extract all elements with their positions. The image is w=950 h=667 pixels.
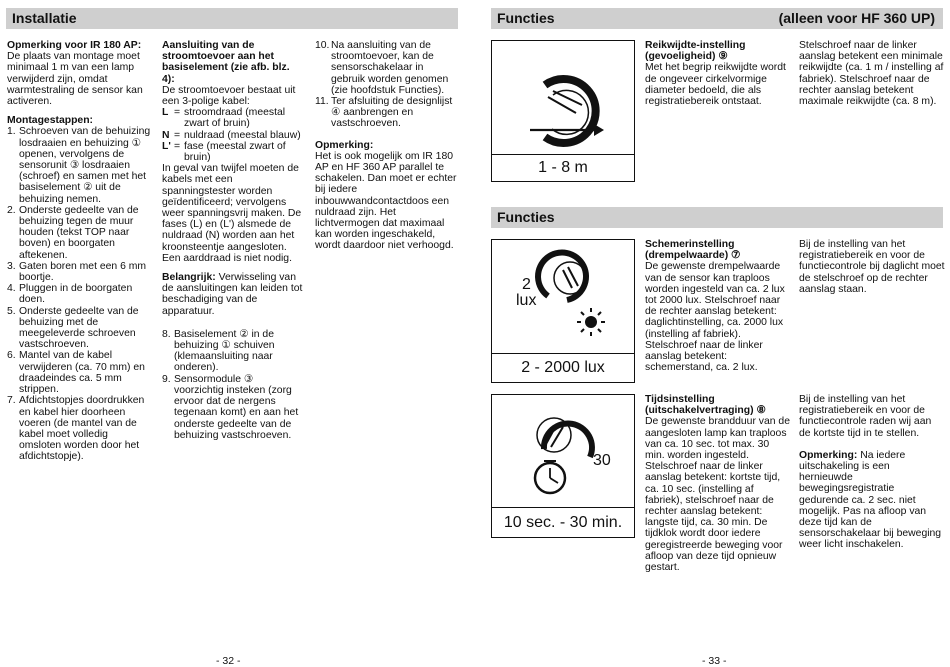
time-dial-icon	[492, 395, 633, 507]
doubt-paragraph: In geval van twijfel moeten de kabels met een spanningstester worden geïdentificeerd; vervolgens weer spanningsvrij maken. De fases (L) en (L') alsmede de nuldraad (N) worden aan het kroonsteentje aangesloten. Een aarddraad is niet nodig.	[162, 163, 302, 264]
note-parallel	[315, 140, 457, 252]
twilight-text-column	[645, 239, 791, 373]
note-parallel-title: Opmerking:	[315, 139, 374, 151]
range-text-column	[645, 40, 791, 107]
connection-intro: De stroomtoevoer bestaat uit een 3-polige kabel:	[162, 84, 296, 108]
time-note-label: Opmerking:	[799, 449, 858, 461]
note-ir180-title: Opmerking voor IR 180 AP:	[7, 40, 142, 51]
left-column-3	[315, 40, 457, 260]
step-number: 7.	[7, 395, 16, 407]
time-note-text: Na iedere uitschakeling is een hernieuwde bewegingsregistratie gedurende ca. 2 sec. niet mogelijk. Pas na afloop van deze tijd kan de sensorschakelaar bij beweging weer licht inschakelen.	[799, 449, 942, 551]
list-item	[315, 96, 457, 130]
step-number: 1.	[7, 126, 16, 138]
time-text: De gewenste brandduur van de aangesloten lamp kan traploos van ca. 10 sec. tot max. 30 min. worden ingesteld. Stelschroef naar de linker aanslag betekent: kortste tijd, ca. 10 sec. (instelling af fabriek), stelschroef naar de rechter aanslag betekent: langste tijd, ca. 30 min. De tijdklok wordt door iedere geregistreerde beweging voor afloop van deze tijd opnieuw gestart.	[645, 416, 790, 574]
list-item	[7, 283, 151, 305]
list-item	[7, 205, 151, 261]
important-label: Belangrijk:	[162, 272, 216, 284]
important-text: Verwisseling van de aansluitingen kan leiden tot beschadiging van de apparatuur.	[162, 272, 303, 317]
twilight-pic	[492, 240, 634, 354]
step-text: Onderste gedeelte van de behuizing met de meegeleverde schroeven vastschroeven.	[19, 305, 139, 351]
twilight-illustration-box	[491, 239, 635, 383]
wire-row	[162, 107, 304, 129]
list-item	[7, 126, 151, 204]
wire-equals: =	[174, 129, 181, 141]
range-illustration-box	[491, 40, 635, 182]
step-text: Onderste gedeelte van de behuizing tegen de muur houden (tekst TOP naar boven) en boorgaten aftekenen.	[19, 204, 139, 261]
step-number: 9.	[162, 373, 171, 385]
step-text: Gaten boren met een 6 mm boortje.	[19, 260, 147, 284]
wire-text: stroomdraad (meestal zwart of bruin)	[184, 107, 286, 130]
installatie-header	[6, 8, 458, 29]
step-text: Na aansluiting van de stroomtoevoer, kan de sensorschakelaar in gebruik worden genomen (zie hoofdstuk Functies).	[331, 40, 449, 96]
range-text: Met het begrip reikwijdte wordt de ongeveer cirkelvormige diameter bedoeld, die als registratiebereik ontstaat.	[645, 62, 786, 108]
step-text: Mantel van de kabel verwijderen (ca. 70 mm) en draadeindes ca. 5 mm strippen.	[19, 350, 145, 396]
step-number: 10.	[315, 40, 330, 51]
note-parallel-text: Het is ook mogelijk om IR 180 AP en HF 360 AP parallel te schakelen. Dan moet er echter bij iedere inbouwwandcontactdoos een nuldraad zijn. Het lichtvermogen dat maximaal kan worden ingeschakeld, wordt daardoor niet verhoogd.	[315, 150, 457, 252]
time-pic-value: 30	[593, 452, 611, 469]
range-side-text: Stelschroef naar de linker aanslag betekent een minimale reikwijdte (ca. 1 m / instelling af fabriek). Stelschroef naar de rechter aanslag betekent maximale reikwijdte (ca. 8 m).	[799, 40, 944, 108]
wire-row	[162, 141, 304, 163]
range-caption: 1 - 8 m	[538, 159, 588, 176]
important-paragraph	[162, 272, 304, 317]
model-note: (alleen voor HF 360 UP)	[778, 10, 935, 26]
list-item	[7, 350, 151, 395]
wire-key: L'	[162, 140, 171, 152]
step-number: 5.	[7, 305, 16, 317]
step-number: 6.	[7, 350, 16, 362]
step-number: 8.	[162, 328, 171, 340]
step-number: 2.	[7, 204, 16, 216]
step-number: 11.	[315, 96, 329, 108]
step-text: Pluggen in de boorgaten doen.	[19, 283, 133, 306]
twilight-dial-icon	[492, 240, 633, 353]
wire-row	[162, 130, 304, 141]
wire-text: nuldraad (meestal blauw)	[184, 129, 301, 141]
twilight-text: De gewenste drempelwaarde van de sensor kan traploos worden ingesteld van ca. 2 lux tot 2000 lux. Stelschroef naar de rechter aanslag betekent: daglichtinstelling, ca. 2000 lux (instelling af fabriek). Stelschroef naar de linker aanslag betekent: schemerstand, ca. 2 lux.	[645, 261, 785, 374]
left-column-1	[7, 40, 151, 463]
range-side-column	[799, 40, 945, 107]
functies-title-2: Functies	[497, 209, 555, 225]
twilight-pic-unit: lux	[516, 292, 537, 309]
functies-header-1	[491, 8, 943, 29]
steps-10-11-list	[315, 40, 457, 130]
installatie-title: Installatie	[12, 10, 77, 26]
wire-key: N	[162, 129, 170, 141]
page-number-right: - 33 -	[702, 655, 727, 667]
time-note	[799, 450, 945, 551]
step-text: Sensormodule ③ voorzichtig insteken (zorg ervoor dat de nergens tegenaan komt) en aan het onderste gedeelte van de behuizing vastschroeven.	[174, 373, 299, 441]
step-text: Ter afsluiting de designlijst ④ aanbrengen en vastschroeven.	[331, 96, 453, 130]
time-title: Tijdsinstelling (uitschakelvertraging) ⑧	[645, 394, 766, 417]
functies-header-2	[491, 207, 943, 228]
list-item	[315, 40, 457, 96]
time-pic	[492, 395, 634, 508]
twilight-side-column	[799, 239, 945, 295]
wire-text: fase (meestal zwart of bruin)	[184, 140, 286, 164]
montage-steps-list	[7, 126, 151, 462]
list-item	[7, 395, 151, 462]
left-column-2	[162, 40, 304, 441]
wire-equals: =	[174, 107, 181, 119]
montagestappen-title: Montagestappen:	[7, 115, 94, 127]
step-text: Afdichtstopjes doordrukken en kabel hier doorheen voeren (de mantel van de kabel moet volledig omsloten worden door het afdichtstopje).	[19, 395, 145, 463]
note-ir180-text: De plaats van montage moet minimaal 1 m van een lamp verwijderd zijn, omdat warmtestraling de sensor kan activeren.	[7, 51, 143, 108]
note-ir180	[7, 40, 151, 107]
time-text-column	[645, 394, 791, 573]
time-caption: 10 sec. - 30 min.	[503, 514, 623, 531]
wire-key: L	[162, 107, 169, 119]
list-item	[7, 261, 151, 283]
functies-title: Functies	[497, 10, 555, 26]
twilight-side-text: Bij de instelling van het registratiebereik en voor de functiecontrole bij daglicht moet de stelschroef op de rechter aanslag staan.	[799, 239, 945, 295]
page-number-left: - 32 -	[216, 655, 241, 667]
wire-equals: =	[174, 140, 181, 152]
list-item	[162, 329, 304, 374]
connection-title: Aansluiting van de stroomtoevoer aan het basiselement (zie afb. blz. 4):	[162, 40, 290, 85]
twilight-title: Schemerinstelling (drempelwaarde) ⑦	[645, 239, 741, 262]
list-item	[162, 374, 304, 441]
range-dial-icon	[492, 41, 633, 154]
step-number: 3.	[7, 260, 16, 272]
step-text: Schroeven van de behuizing losdraaien en behuizing ① openen, vervolgens de sensorunit ③ losdraaien (schroef) en samen met het basiselement ② uit de behuizing nemen.	[19, 126, 151, 205]
list-item	[7, 306, 151, 351]
time-side-text: Bij de instelling van het registratiebereik en voor de functiecontrole raden wij aan de kortste tijd in te stellen.	[799, 394, 932, 439]
twilight-pic-value: 2	[522, 276, 531, 293]
step-number: 4.	[7, 283, 16, 295]
time-side-column	[799, 394, 945, 559]
steps-8-9-list	[162, 329, 304, 441]
range-title: Reikwijdte-instelling (gevoeligheid) ⑨	[645, 40, 746, 63]
twilight-caption: 2 - 2000 lux	[521, 359, 605, 376]
step-text: Basiselement ② in de behuizing ① schuiven (klemaansluiting naar onderen).	[174, 328, 275, 374]
range-pic	[492, 41, 634, 155]
time-illustration-box	[491, 394, 635, 538]
